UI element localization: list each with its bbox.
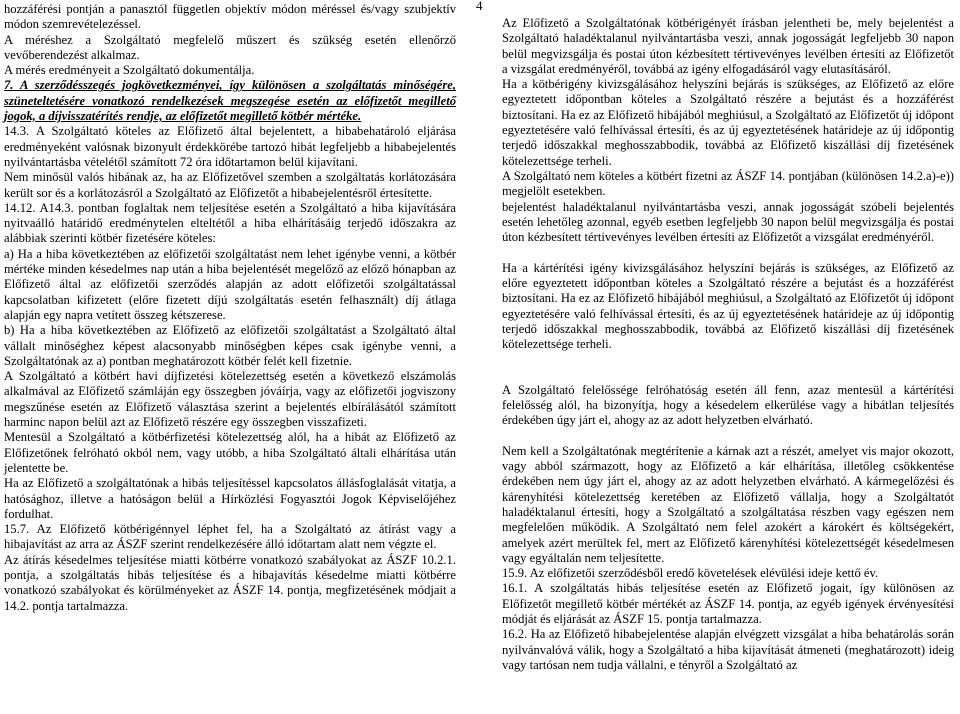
paragraph: Ha a kötbérigény kivizsgálásához helyszíni bejárás is szükséges, az Előfizető az előre egyeztetett időpontban köteles a Szolgáltató részére a bejutást és a hozzáférést biztosítani. Ha ez az Előfizető hibájából meghiúsul, a Szolgáltató az Előfizetőt új időpont egyeztetésére való felhívással értesíti, és az új egyeztetésének határideje az új időpontig terjedő időszakkal meghosszabbodik, továbbá az Előfizető kiszállási díj fizetésének kötelezettsége terheli. <box>502 77 954 168</box>
paragraph: 16.2. Ha az Előfizető hibabejelentése alapján elvégzett vizsgálat a hiba behatárolás során nyilvánvalóvá válik, hogy a Szolgáltató a hiba kijavítását átmeneti (meghatározott) ideig vagy tartósan nem tudja vállalni, e tényről a Szolgáltató az <box>502 627 954 672</box>
spacer <box>502 428 954 443</box>
paragraph: Ha a kártérítési igény kivizsgálásához helyszíni bejárás is szükséges, az Előfizető az előre egyeztetett időpontban köteles a Szolgáltató részére a bejutást és a hozzáférést biztosítani. Ha ez az Előfizető hibájából meghiúsul, a Szolgáltató az Előfizetőt új időpont egyeztetésére való felhívással értesíti, és az új egyeztetésének határideje az új időpontig terjedő időszakkal meghosszabbodik, továbbá az Előfizető kiszállási díj fizetésének kötelezettsége terheli. <box>502 260 954 352</box>
paragraph: Nem kell a Szolgáltatónak megtérítenie a kárnak azt a részét, amelyet vis major okozott, vagy abból származott, hogy az Előfizető a kár elhárítása, illetőleg csökkentése érdekében nem úgy járt el, ahogy az az adott helyzetben elvárható. A kármegelőzési és kárenyhítési kötelezettség keretében az Előfizető vállalja, hogy a Szolgáltatót haladéktalanul értesíti, hogy a Szolgáltató a szolgáltatása részben vagy egészen nem megfelelően működik. A Szolgáltató nem felel azokért a károkért és költségekért, amelyek azért merültek fel, mert az Előfizető kárenyhítési kötelezettségét késedelmesen vagy egyáltalán nem teljesítette. <box>502 443 954 565</box>
paragraph: A Szolgáltató felelőssége felróhatóság esetén áll fenn, azaz mentesül a kártérítési felelősség alól, ha bizonyítja, hogy a késedelem elkerülése vagy a hibátlan teljesítés érdekében úgy járt el, ahogy az az adott helyzetben elvárható. <box>502 382 954 428</box>
paragraph: bejelentést haladéktalanul nyilvántartásba veszi, annak jogosságát szóbeli bejelentés esetén lehetőleg azonnal, egyéb esetben legfeljebb 30 napon belül megvizsgálja és postai úton kézbesített tértivevényes levélben értesíti az Előfizetőt a vizsgálat eredményéről. <box>502 199 954 245</box>
paragraph: b) Ha a hiba következtében az Előfizető az előfizetői szolgáltatást a Szolgáltató által vállalt minőséghez képest alacsonyabb minőségben képes csak igénybe venni, a Szolgáltatónak az a) pontban meghatározott kötbér felét kell fizetnie. <box>4 323 456 368</box>
paragraph: Az átírás késedelmes teljesítése miatti kötbérre vonatkozó szabályokat az ÁSZF 10.2.1. pontja, a szolgáltatás hibás teljesítése és a hibajavítás késedelme miatti kötbérre vonatkozó szabályokat és körülményeket az ÁSZF 14. pontja, megfizetésének módjait a 14.2. pontja tartalmazza. <box>4 552 456 613</box>
paragraph: 14.12. A14.3. pontban foglaltak nem teljesítése esetén a Szolgáltató a hiba kijavítására nyitvaálló határidő eredménytelen elteltétől a hiba elhárításáig terjedő időszakra az alábbiak szerinti kötbér fizetésére köteles: <box>4 200 456 246</box>
paragraph: Nem minősül valós hibának az, ha az Előfizetővel szemben a szolgáltatás korlátozására került sor és a korlátozásról a Szolgáltató az Előfizetőt a hibabejelentésről értesítette. <box>4 170 456 200</box>
page-number: 4 <box>476 0 483 13</box>
paragraph: A mérés eredményeit a Szolgáltató dokumentálja. <box>4 63 255 78</box>
paragraph: Mentesül a Szolgáltató a kötbérfizetési kötelezettség alól, ha a hibát az Előfizető az Előfizetőnek felróható okból nem, vagy utóbb, a hiba Szolgáltató általi elhárítása után jelentette be. <box>4 430 456 475</box>
paragraph: A méréshez a Szolgáltató megfelelő műszert és szükség esetén ellenőrző vevőberendezést alkalmaz. <box>4 32 456 62</box>
paragraph: 14.3. A Szolgáltató köteles az Előfizető által bejelentett, a hibabehatároló eljárása eredményeként valósnak bizonyult érdekkörébe tartozó hibát legfeljebb a hibabejelentés nyilvántartásba vételétől számított 72 óra időtartamon belül kijavítani. <box>4 124 456 169</box>
paragraph: hozzáférési pontján a panasztól független objektív módon méréssel és/vagy szubjektív módon szemrevételezéssel. <box>4 2 456 32</box>
paragraph: 16.1. A szolgáltatás hibás teljesítése esetén az Előfizető jogait, így különösen az Előfizetőt megillető kötbér mértékét az ÁSZF 14. pontja, az egyéb igények érvényesítési módját és eljárását az ÁSZF 15. pontja tartalmazza. <box>502 581 954 626</box>
spacer <box>502 245 954 260</box>
right-column <box>502 16 954 673</box>
paragraph: Az Előfizető a Szolgáltatónak kötbérigényét írásban jelentheti be, mely bejelentést a Szolgáltató haladéktalanul nyilvántartásba veszi, annak jogosságát legfeljebb 30 napon belül megvizsgálja és postai úton kézbesített tértivevényes levélben értesíti az Előfizetőt a vizsgálat eredményéről, továbbá az igény elfogadásáról vagy elutasításáról. <box>502 16 954 76</box>
paragraph: Ha az Előfizető a szolgáltatónak a hibás teljesítéssel kapcsolatos állásfoglalását vitatja, a hatósághoz, illetve a hatóságon belül a Hírközlési Fogyasztói Jogok Képviselőjéhez fordulhat. <box>4 476 456 521</box>
paragraph: 15.9. Az előfizetői szerződésből eredő követelések elévülési ideje kettő év. <box>502 566 879 581</box>
section-heading: 7. A szerződésszegés jogkövetkezményei, így különösen a szolgáltatás minőségére, szüneteltetésére vonatkozó rendelkezések megszegése esetén az előfizetőt megillető jogok, a díjvisszatérítés rendje, az előfizetőt megillető kötbér mértéke. <box>4 78 456 124</box>
paragraph: A Szolgáltató a kötbért havi díjfizetési kötelezettség esetén a következő elszámolás alkalmával az Előfizető számláján egy összegben jóváírja, vagy az előfizetői jogviszony megszűnése esetén az Előfizető választása szerint a bejelentés elbírálásától számított harminc napon belül azt az Előfizető részére egy összegben visszafizeti. <box>4 369 456 430</box>
paragraph: A Szolgáltató nem köteles a kötbért fizetni az ÁSZF 14. pontjában (különösen 14.2.a)-e)) megjelölt esetekben. <box>502 168 954 199</box>
paragraph: 15.7. Az Előfizető kötbérigénnyel léphet fel, ha a Szolgáltató az átírást vagy a hibajavítást az arra az ÁSZF szerint rendelkezésére álló időtartam alatt nem végzte el. <box>4 522 456 552</box>
left-column <box>4 2 456 614</box>
paragraph: a) Ha a hiba következtében az előfizetői szolgáltatást nem lehet igénybe venni, a kötbér mértéke minden késedelmes nap után a hiba bejelentését megelőző az előző hónapban az Előfizető által az előfizetői szerződés alapján az adott előfizetői szolgáltatással kapcsolatban kifizetett (előre fizetett díjú szolgáltatás esetén felhasznált) díj átlaga alapján egy napra vetített összeg kétszerese. <box>4 246 456 322</box>
spacer <box>502 353 954 383</box>
